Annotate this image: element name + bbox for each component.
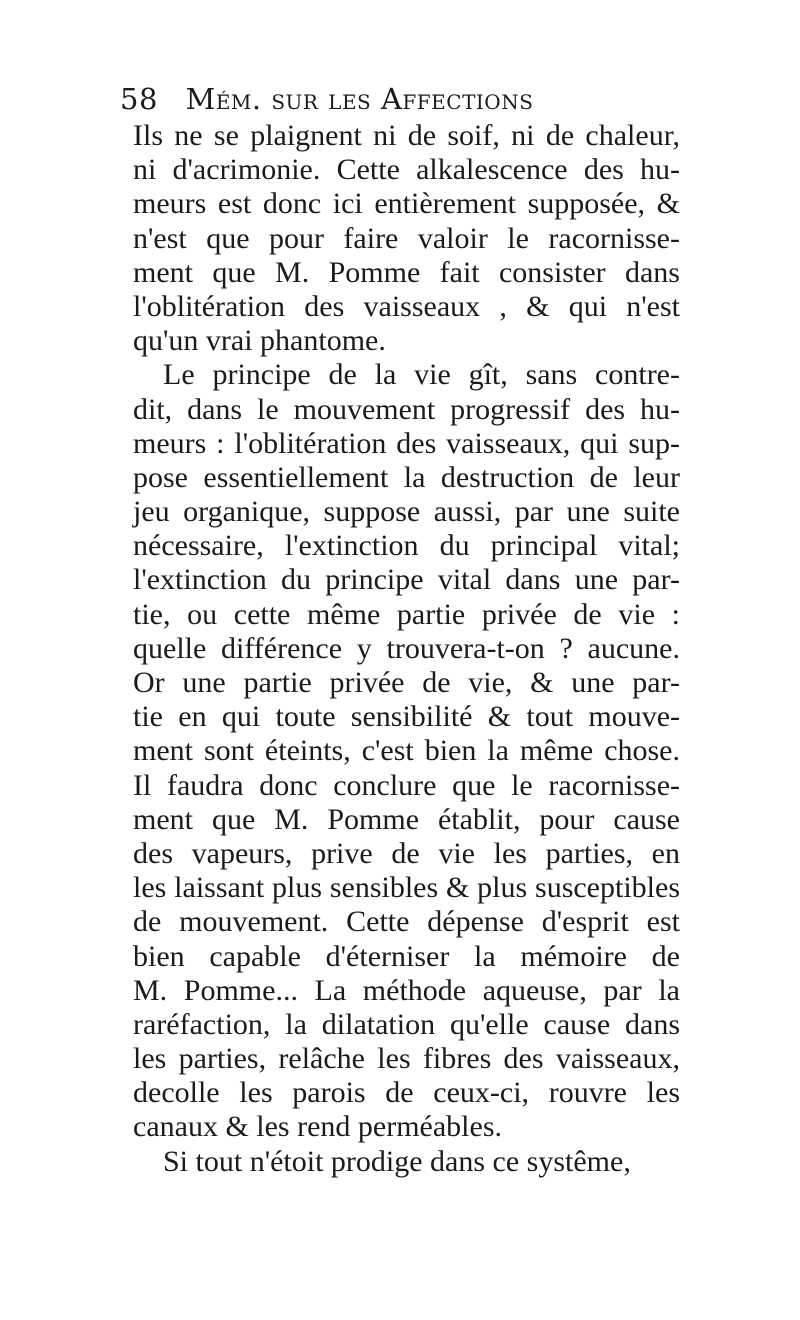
text-line: des vapeurs, prive de vie les parties, en — [133, 836, 680, 870]
text-line: bien capable d'éterniser la mémoire de — [133, 939, 680, 973]
text-line: ment sont éteints, c'est bien la même chose. — [133, 734, 680, 768]
text-line: Le principe de la vie gît, sans contre- — [163, 358, 680, 392]
text-line: les laissant plus sensibles & plus susceptibles — [133, 871, 680, 905]
body-text — [133, 119, 680, 1179]
text-line: M. Pomme... La méthode aqueuse, par la — [133, 973, 680, 1007]
text-line: ni d'acrimonie. Cette alkalescence des hu- — [133, 153, 680, 187]
text-line: jeu organique, suppose aussi, par une suite — [133, 495, 680, 529]
text-line: dit, dans le mouvement progressif des hu- — [133, 392, 680, 426]
text-line: Ils ne se plaignent ni de soif, ni de chaleur, — [133, 119, 680, 152]
text-line: Or une partie privée de vie, & une par- — [133, 666, 680, 699]
page-header — [120, 82, 680, 116]
text-line: Il faudra donc conclure que le racornisse- — [133, 768, 680, 802]
text-line: n'est que pour faire valoir le racornisse- — [133, 221, 680, 255]
text-line: l'extinction du principe vital dans une par- — [133, 563, 680, 597]
text-line: Si tout n'étoit prodige dans ce systême, — [163, 1144, 631, 1178]
text-line: pose essentiellement la destruction de leur — [133, 460, 680, 494]
text-line: ment que M. Pomme fait consister dans — [133, 255, 680, 289]
text-line: nécessaire, l'extinction du principal vital; — [133, 529, 680, 563]
text-line: raréfaction, la dilatation qu'elle cause dans — [133, 1007, 680, 1041]
text-line: les parties, relâche les fibres des vaisseaux, — [133, 1042, 680, 1076]
text-line: meurs est donc ici entièrement supposée, & — [133, 187, 680, 221]
running-title: Mém. sur les Affections — [185, 82, 534, 116]
text-line: decolle les parois de ceux-ci, rouvre les — [133, 1076, 680, 1110]
text-line: quelle différence y trouvera-t-on ? aucune. — [133, 631, 680, 665]
text-line: qu'un vrai phantome. — [133, 324, 386, 358]
text-line: de mouvement. Cette dépense d'esprit est — [133, 905, 680, 939]
text-line: l'oblitération des vaisseaux , & qui n'est — [133, 289, 680, 323]
text-line: tie en qui toute sensibilité & tout mouve- — [133, 700, 680, 734]
page-number: 58 — [120, 82, 158, 116]
text-line: ment que M. Pomme établit, pour cause — [133, 802, 680, 836]
text-line: canaux & les rend perméables. — [133, 1110, 503, 1144]
text-line: tie, ou cette même partie privée de vie : — [133, 597, 680, 631]
text-line: meurs : l'oblitération des vaisseaux, qui sup- — [133, 426, 680, 460]
